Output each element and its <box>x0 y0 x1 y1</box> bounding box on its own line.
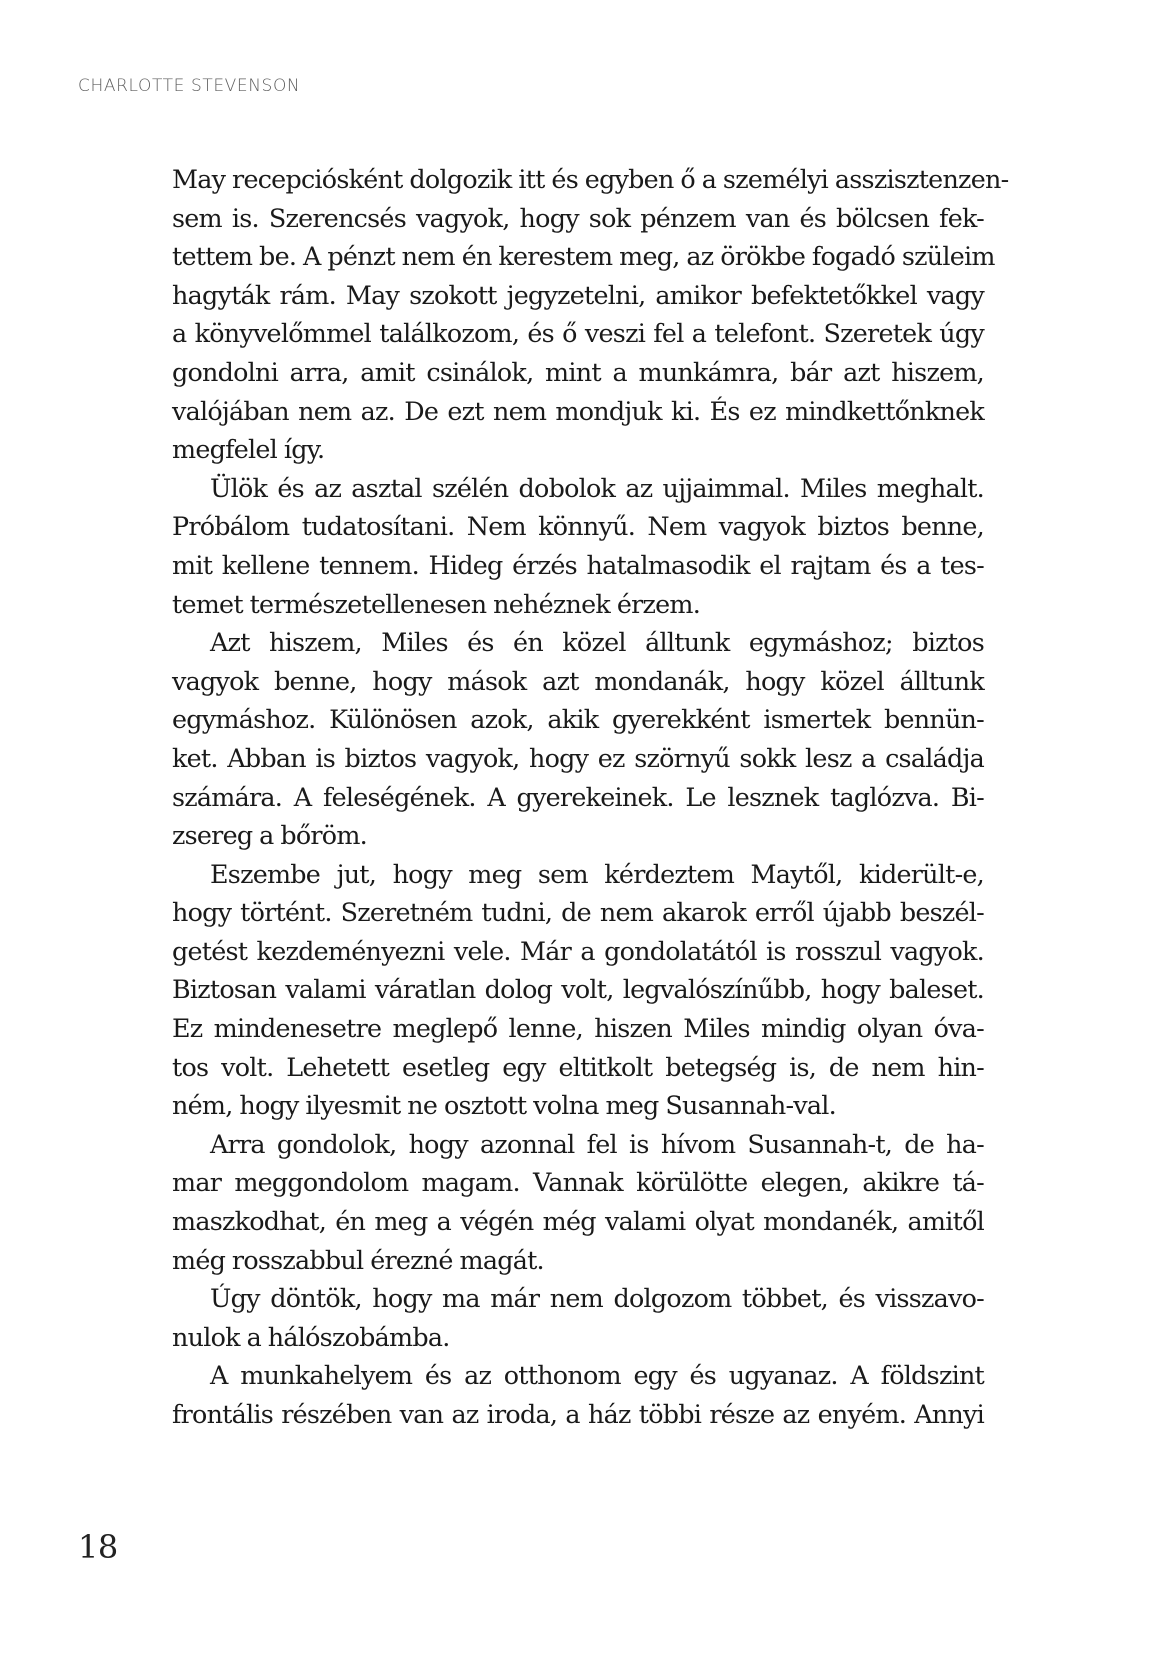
text-line: a könyvelőmmel találkozom, és ő veszi fel a telefont. Szeretek úgy <box>172 318 984 349</box>
text-line: A munkahelyem és az otthonom egy és ugyanaz. A földszint <box>210 1360 984 1391</box>
text-line: hogy történt. Szeretném tudni, de nem akarok erről újabb beszél- <box>172 897 984 928</box>
paragraph <box>172 623 984 855</box>
text-line: tettem be. A pénzt nem én kerestem meg, az örökbe fogadó szüleim <box>172 241 995 272</box>
text-line: Biztosan valami váratlan dolog volt, legvalószínűbb, hogy baleset. <box>172 974 984 1005</box>
text-line: Arra gondolok, hogy azonnal fel is hívom Susannah-t, de ha- <box>210 1128 984 1159</box>
text-line: nulok a hálószobámba. <box>172 1321 450 1352</box>
paragraph <box>172 1279 984 1356</box>
text-line: hagyták rám. May szokott jegyzetelni, amikor befektetőkkel vagy <box>172 279 984 310</box>
text-line: tos volt. Lehetett esetleg egy eltitkolt betegség is, de nem hin- <box>172 1051 984 1082</box>
running-header-author: CHARLOTTE STEVENSON <box>78 76 301 96</box>
text-line: mit kellene tennem. Hideg érzés hatalmasodik el rajtam és a tes- <box>172 549 984 580</box>
text-line: gondolni arra, amit csinálok, mint a munkámra, bár azt hiszem, <box>172 356 984 387</box>
body-text <box>172 160 1009 1434</box>
text-line: még rosszabbul érezné magát. <box>172 1244 544 1275</box>
text-line: Próbálom tudatosítani. Nem könnyű. Nem vagyok biztos benne, <box>172 511 984 542</box>
text-line: maszkodhat, én meg a végén még valami olyat mondanék, amitől <box>172 1206 984 1237</box>
paragraph <box>172 160 1009 469</box>
paragraph <box>172 469 984 623</box>
text-line: frontális részében van az iroda, a ház többi része az enyém. Annyi <box>172 1399 984 1429</box>
text-line: sem is. Szerencsés vagyok, hogy sok pénzem van és bölcsen fek- <box>172 202 984 233</box>
text-line: temet természetellenesen nehéznek érzem. <box>172 588 701 619</box>
text-line: Ülök és az asztal szélén dobolok az ujjaimmal. Miles meghalt. <box>210 472 984 503</box>
text-line: megfelel így. <box>172 434 325 465</box>
text-line: Azt hiszem, Miles és én közel álltunk egymáshoz; biztos <box>210 627 984 658</box>
paragraph <box>172 855 984 1125</box>
text-line: Eszembe jut, hogy meg sem kérdeztem Maytől, kiderült-e, <box>210 858 984 889</box>
text-line: ket. Abban is biztos vagyok, hogy ez szörnyű sokk lesz a családja <box>172 742 984 773</box>
text-line: valójában nem az. De ezt nem mondjuk ki. És ez mindkettőnknek <box>172 395 984 426</box>
text-line: vagyok benne, hogy mások azt mondanák, hogy közel álltunk <box>172 665 984 696</box>
text-line: egymáshoz. Különösen azok, akik gyerekként ismertek bennün- <box>172 704 984 735</box>
text-line: mar meggondolom magam. Vannak körülötte elegen, akikre tá- <box>172 1167 984 1198</box>
text-line: Ez mindenesetre meglepő lenne, hiszen Miles mindig olyan óva- <box>172 1013 984 1044</box>
text-line: Úgy döntök, hogy ma már nem dolgozom többet, és visszavo- <box>210 1283 984 1314</box>
text-line: zsereg a bőröm. <box>172 820 367 851</box>
page-number: 18 <box>78 1528 118 1566</box>
paragraph <box>172 1125 984 1279</box>
paragraph <box>172 1356 984 1433</box>
text-line: getést kezdeményezni vele. Már a gondolatától is rosszul vagyok. <box>172 935 984 966</box>
text-line: ném, hogy ilyesmit ne osztott volna meg Susannah-val. <box>172 1090 836 1121</box>
text-line: számára. A feleségének. A gyerekeinek. Le lesznek taglózva. Bi- <box>172 781 984 812</box>
text-line: May recepciósként dolgozik itt és egyben ő a személyi asszisztenzen- <box>172 164 1009 194</box>
